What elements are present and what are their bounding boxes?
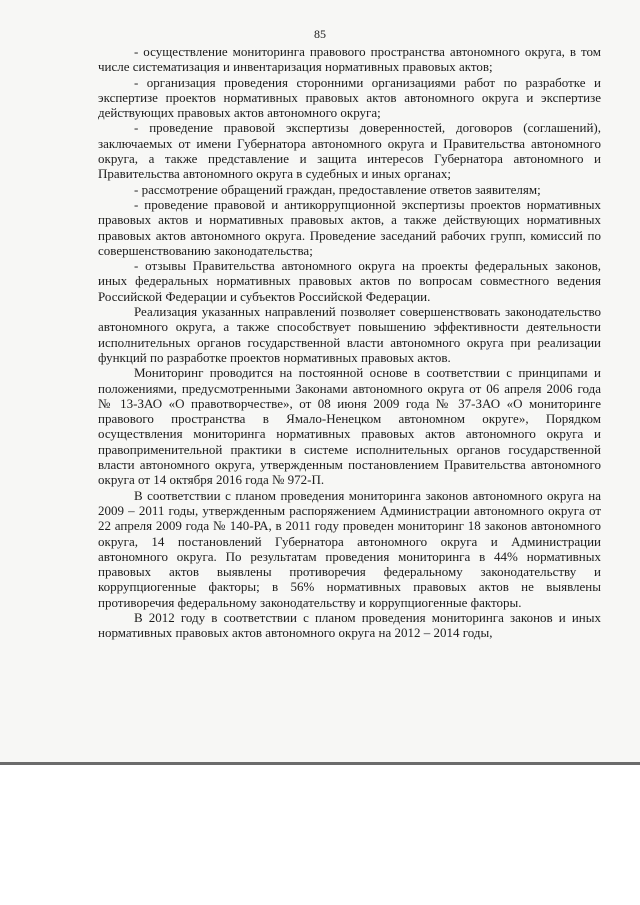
paragraph: - осуществление мониторинга правового пространства автономного округа, в том числе систематизация и инвентаризация нормативных правовых актов;: [98, 44, 601, 75]
scan-bottom-edge: [0, 762, 640, 765]
document-body: [98, 44, 601, 641]
paragraph: Реализация указанных направлений позволяет совершенствовать законодательство автономного округа, а также способствует повышению эффективности деятельности исполнительных органов государственной власти автономного округа при реализации функций по разработке проектов нормативных правовых актов.: [98, 304, 601, 365]
paragraph: - организация проведения сторонними организациями работ по разработке и экспертизе проектов нормативных правовых актов автономного округа и экспертизе действующих правовых актов автономного округа;: [98, 74, 601, 121]
paragraph: Мониторинг проводится на постоянной основе в соответствии с принципами и положениями, предусмотренными Законами автономного округа от 06 апреля 2006 года № 13-ЗАО «О правотворчестве», от 08 июня 2009 года № 37-ЗАО «О мониторинге правового пространства в Ямало-Ненецком автономном округе», Порядком осуществления мониторинга нормативных правовых актов автономного округа и правоприменительной практики в системе исполнительных органов государственной власти автономного округа, утвержденным постановлением Правительства автономного округа от 14 октября 2016 года № 972-П.: [98, 365, 601, 488]
paragraph: В соответствии с планом проведения мониторинга законов автономного округа на 2009 – 2011 годы, утвержденным распоряжением Администрации автономного округа от 22 апреля 2009 года № 140-РА, в 2011 году проведен мониторинг 18 законов автономного округа, 14 постановлений Губернатора автономного округа и Администрации автономного округа. По результатам проведения мониторинга в 44% нормативных правовых актов выявлены противоречия федеральному законодательству и коррупциогенные факторы; в 56% нормативных правовых актов не выявлены противоречия федеральному законодательству и коррупциогенные факторы.: [98, 487, 601, 610]
paragraph: - проведение правовой экспертизы доверенностей, договоров (соглашений), заключаемых от имени Губернатора автономного округа и Правительства автономного округа, а также представление и защита интересов Губернатора автономного и Правительства автономного округа в судебных и иных органах;: [98, 120, 601, 182]
paragraph: - проведение правовой и антикоррупционной экспертизы проектов нормативных правовых актов и нормативных правовых актов, а также действующих нормативных правовых актов автономного округа. Проведение заседаний рабочих групп, комиссий по совершенствованию законодательства;: [98, 196, 601, 258]
paragraph: В 2012 году в соответствии с планом проведения мониторинга законов и иных нормативных правовых актов автономного округа на 2012 – 2014 годы,: [98, 609, 601, 641]
page-number: 85: [314, 27, 326, 41]
paragraph: - рассмотрение обращений граждан, предоставление ответов заявителям;: [134, 181, 541, 197]
paragraph: - отзывы Правительства автономного округа на проекты федеральных законов, иных федеральных нормативных правовых актов по вопросам совместного ведения Российской Федерации и субъектов Российской Федерации.: [98, 258, 601, 304]
